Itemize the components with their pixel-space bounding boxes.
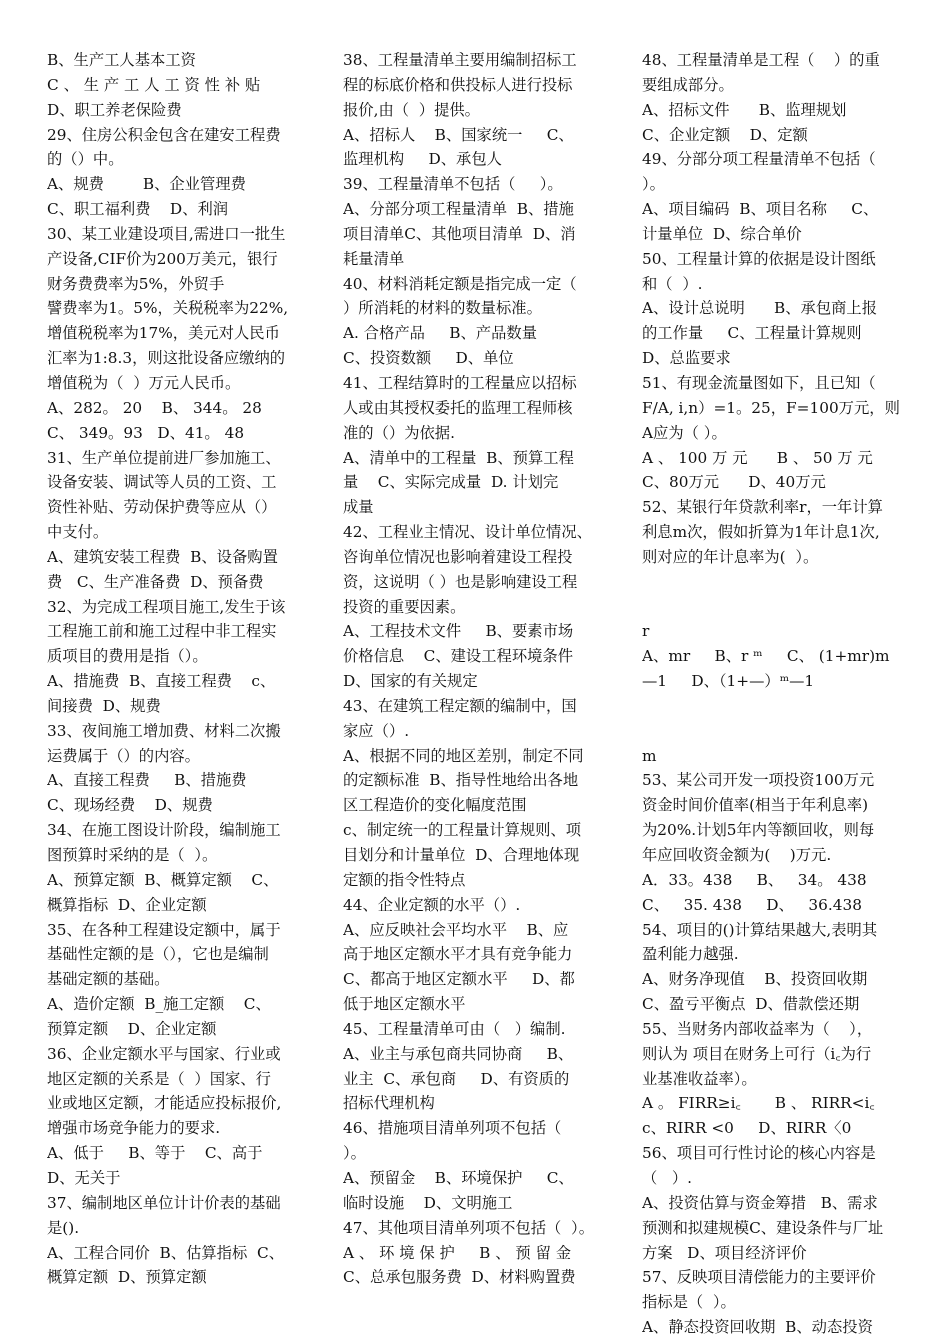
text-line: A、预留金 B、环境保护 C、: [343, 1168, 574, 1187]
text-line: 47、其他项目清单列项不包括（ ）。: [343, 1218, 594, 1237]
text-line: 量 C、实际完成量 D. 计划完: [343, 473, 559, 492]
text-line: c、RIRR <0 D、RIRR〈0: [642, 1119, 852, 1138]
text-line: A、预算定额 B、概算定额 C、: [47, 870, 279, 889]
text-line: A、造价定额 B_施工定额 C、: [47, 995, 271, 1014]
text-line: 区工程造价的变化幅度范围: [343, 796, 527, 815]
text-line: 51、有现金流量图如下，且已知（: [642, 373, 876, 392]
text-line: [642, 719, 906, 744]
text-line: D、总监要求: [642, 349, 731, 368]
text-line: A．33。438 B、 34。 438: [642, 870, 867, 889]
column-right: [642, 48, 906, 1340]
text-line: A、根据不同的地区差别，制定不同: [343, 746, 584, 765]
text-line: 资性补贴、劳动保护费等应从（）: [47, 498, 277, 517]
text-line: C、盈亏平衡点 D、借款偿还期: [642, 995, 860, 1014]
text-line: c、制定统一的工程量计算规则、项: [343, 821, 582, 840]
text-line: 54、项目的()计算结果越大,表明其: [642, 920, 878, 939]
text-line: 定额的指令性特点: [343, 870, 466, 889]
text-line: 投资的重要因素。: [343, 597, 466, 616]
text-line: A、业主与承包商共同协商 B、: [343, 1044, 574, 1063]
text-line: 55、当财务内部收益率为（ ），: [642, 1019, 873, 1038]
text-line: 的工作量 C、工程量计算规则: [642, 324, 862, 343]
text-line: 价格信息 C、建设工程环境条件: [343, 647, 574, 666]
text-line: A、规费 B、企业管理费: [47, 175, 246, 194]
text-line: 方案 D、项目经济评价: [642, 1243, 807, 1262]
text-line: 45、工程量清单可由（ ）编制.: [343, 1019, 566, 1038]
text-line: 预测和拟建规模C、建设条件与厂址: [642, 1218, 884, 1237]
text-line: 汇率为1:8.3，则这批设备应缴纳的: [47, 349, 286, 368]
text-line: C、 349。93 D、41。 48: [47, 423, 245, 442]
text-line: 低于地区定额水平: [343, 995, 466, 1014]
text-line: 42、工程业主情况、设计单位情况、: [343, 523, 592, 542]
text-line: 35、在各种工程建设定额中，属于: [47, 920, 281, 939]
text-line: 30、某工业建设项目,需进口一批生: [47, 224, 286, 243]
text-line: C、企业定额 D、定额: [642, 125, 808, 144]
text-line: 29、住房公积金包含在建安工程费: [47, 125, 281, 144]
text-line: C、80万元 D、40万元: [642, 473, 826, 492]
text-line: C、现场经费 D、规费: [47, 796, 213, 815]
text-line: A、招标文件 B、监理规划: [642, 100, 847, 119]
text-line: C、都高于地区定额水平 D、都: [343, 970, 575, 989]
text-line: 36、企业定额水平与国家、行业或: [47, 1044, 281, 1063]
text-line: 质项目的费用是指（）。: [47, 647, 208, 666]
text-line: A、措施费 B、直接工程费 c、: [47, 672, 276, 691]
text-line: [642, 595, 906, 620]
text-line: 人或由其授权委托的监理工程师核: [343, 398, 573, 417]
text-line: 费 C、生产准备费 D、预备费: [47, 572, 264, 591]
text-line: 57、反映项目清偿能力的主要评价: [642, 1268, 876, 1287]
text-line: 譬费率为1。5%，关税税率为22%,: [47, 299, 289, 318]
text-line: 临时设施 D、文明施工: [343, 1193, 513, 1212]
text-line: r: [642, 622, 650, 641]
text-line: 业主 C、承包商 D、有资质的: [343, 1069, 570, 1088]
text-line: 程的标底价格和供投标人进行投标: [343, 75, 573, 94]
text-line: 53、某公司开发一项投资100万元: [642, 771, 875, 790]
text-line: 41、工程结算时的工程量应以招标: [343, 373, 577, 392]
text-line: 耗量清单: [343, 249, 405, 268]
text-line: [642, 694, 906, 719]
text-line: 咨询单位情况也影响着建设工程投: [343, 547, 573, 566]
text-line: B、生产工人基本工资: [47, 51, 196, 69]
text-line: [642, 570, 906, 595]
text-line: 盈利能力越强.: [642, 945, 739, 964]
text-line: 准的（）为依据.: [343, 423, 455, 442]
text-line: 资金时间价值率(相当于年利息率): [642, 796, 869, 815]
text-line: ）所消耗的材料的数量标准。: [343, 299, 542, 318]
text-line: 40、材料消耗定额是指完成一定（: [343, 274, 577, 293]
text-line: A 。 FIRR≥i꜀ B 、 RIRR<i꜀: [642, 1094, 875, 1113]
text-line: A、分部分项工程量清单 B、措施: [343, 200, 574, 219]
text-line: 中支付。: [47, 523, 109, 542]
text-line: A、财务净现值 B、投资回收期: [642, 970, 868, 989]
text-line: 概算指标 D、企业定额: [47, 895, 207, 914]
text-line: 目划分和计量单位 D、合理地体现: [343, 846, 580, 864]
text-line: A、工程技术文件 B、要素市场: [343, 622, 574, 641]
text-line: A应为（ ）。: [642, 423, 727, 442]
text-line: 利息m次，假如折算为1年计息1次,: [642, 523, 880, 542]
text-line: A. 合格产品 B、产品数量: [343, 324, 537, 343]
text-line: A、清单中的工程量 B、预算工程: [343, 448, 574, 467]
text-line: 产设备,CIF价为200万美元，银行: [47, 249, 278, 268]
text-line: 家应（）.: [343, 721, 410, 740]
text-line: 财务费费率为5%，外贸手: [47, 274, 225, 293]
text-line: 报价,由（ ）提供。: [343, 100, 480, 119]
text-line: 基础性定额的是（），它也是编制: [47, 945, 269, 964]
text-line: ）。: [343, 1144, 366, 1163]
text-line: 要组成部分。: [642, 75, 734, 94]
text-line: 增值税税率为17%，美元对人民币: [47, 324, 280, 343]
text-line: 计量单位 D、综合单价: [642, 224, 802, 243]
text-line: 设备安装、调试等人员的工资、工: [47, 473, 277, 492]
text-line: A 、 环 境 保 护 B 、 预 留 金: [343, 1243, 572, 1262]
text-line: 34、在施工图设计阶段，编制施工: [47, 821, 281, 840]
text-line: C、职工福利费 D、利润: [47, 200, 229, 219]
text-line: 图预算时采纳的是（ ）。: [47, 846, 218, 864]
text-line: A、设计总说明 B、承包商上报: [642, 299, 878, 318]
text-line: 52、某银行年贷款利率r，一年计算: [642, 498, 883, 517]
text-line: 增值税为（ ）万元人民币。: [47, 373, 241, 392]
column-middle: [343, 48, 607, 1290]
text-line: m: [642, 746, 657, 765]
text-line: A、低于 B、等于 C、高于: [47, 1144, 263, 1163]
text-line: 48、工程量清单是工程（ ）的重: [642, 51, 880, 69]
text-line: 指标是（ ）。: [642, 1293, 736, 1312]
text-line: C 、 生 产 工 人 工 资 性 补 贴: [47, 75, 261, 94]
text-line: 则认为 项目在财务上可行（i꜀为行: [642, 1044, 872, 1063]
text-line: 31、生产单位提前进厂参加施工、: [47, 448, 281, 467]
text-line: A、282。 20 B、 344。 28: [47, 398, 262, 417]
text-line: 的定额标准 B、指导性地给出各地: [343, 771, 579, 790]
text-line: A、静态投资回收期 B、动态投资: [642, 1318, 873, 1337]
text-line: D、无关于: [47, 1168, 121, 1187]
text-line: 招标代理机构: [343, 1094, 435, 1113]
text-line: A、mr B、r ᵐ C、 (1+mr)m: [642, 647, 890, 666]
text-line: 资，这说明（ ）也是影响建设工程: [343, 572, 578, 591]
text-line: 运费属于（）的内容。: [47, 746, 200, 765]
text-line: 预算定额 D、企业定额: [47, 1019, 217, 1038]
text-line: 项目清单C、其他项目清单 D、消: [343, 224, 576, 243]
column-left: [47, 48, 309, 1290]
text-line: 间接费 D、规费: [47, 696, 161, 715]
text-line: 是().: [47, 1218, 80, 1237]
text-line: A、投资估算与资金筹措 B、需求: [642, 1193, 878, 1212]
text-line: A、招标人 B、国家统一 C、: [343, 125, 574, 144]
text-line: 概算定额 D、预算定额: [47, 1268, 207, 1287]
text-line: 43、在建筑工程定额的编制中，国: [343, 696, 577, 715]
text-line: 年应回收资金额为( )万元.: [642, 846, 832, 864]
text-line: C、投资数额 D、单位: [343, 349, 514, 368]
text-line: 50、工程量计算的依据是设计图纸: [642, 249, 876, 268]
text-line: 38、工程量清单主要用编制招标工: [343, 51, 577, 69]
text-line: 业或地区定额，才能适应投标报价,: [47, 1094, 282, 1113]
text-line: 32、为完成工程项目施工,发生于该: [47, 597, 286, 616]
text-line: 高于地区定额水平才具有竞争能力: [343, 945, 573, 964]
text-line: ）。: [642, 175, 665, 194]
text-line: 增强市场竞争能力的要求.: [47, 1119, 221, 1138]
text-line: 46、措施项目清单列项不包括（: [343, 1119, 562, 1138]
text-line: D、国家的有关规定: [343, 672, 478, 691]
text-line: 业基准收益率）。: [642, 1069, 757, 1088]
text-line: 则对应的年计息率为( ）。: [642, 547, 819, 566]
text-line: 56、项目可行性讨论的核心内容是: [642, 1144, 876, 1163]
text-line: F/A, i,n）=1。25，F=100万元，则: [642, 398, 900, 417]
text-line: A、项目编码 B、项目名称 C、: [642, 200, 879, 219]
text-line: 地区定额的关系是（ ）国家、行: [47, 1069, 271, 1088]
text-line: 33、夜间施工增加费、材料二次搬: [47, 721, 281, 740]
text-line: 39、工程量清单不包括（ ）。: [343, 175, 563, 194]
text-line: A、直接工程费 B、措施费: [47, 771, 247, 790]
text-line: 监理机构 D、承包人: [343, 150, 502, 169]
text-line: A 、 100 万 元 B 、 50 万 元: [642, 448, 873, 467]
text-line: C、 35. 438 D、 36.438: [642, 895, 862, 914]
text-line: D、职工养老保险费: [47, 100, 182, 119]
text-line: —1 D、（1+—）ᵐ—1: [642, 672, 815, 691]
text-line: 为20%.计划5年内等额回收，则每: [642, 821, 875, 840]
text-line: 和（ ）.: [642, 274, 703, 293]
text-line: A、建筑安装工程费 B、设备购置: [47, 547, 278, 566]
text-line: 的（）中。: [47, 150, 124, 169]
text-line: 基础定额的基础。: [47, 970, 170, 989]
text-line: 成量: [343, 498, 374, 517]
text-line: A、应反映社会平均水平 B、应: [343, 920, 569, 939]
text-line: 49、分部分项工程量清单不包括（: [642, 150, 876, 169]
text-line: C、总承包服务费 D、材料购置费: [343, 1268, 576, 1287]
text-line: 37、编制地区单位计计价表的基础: [47, 1193, 281, 1212]
text-line: 44、企业定额的水平（）.: [343, 895, 521, 914]
text-line: A、工程合同价 B、估算指标 C、: [47, 1243, 285, 1262]
text-line: 工程施工前和施工过程中非工程实: [47, 622, 277, 641]
text-line: （ ）.: [642, 1168, 693, 1187]
